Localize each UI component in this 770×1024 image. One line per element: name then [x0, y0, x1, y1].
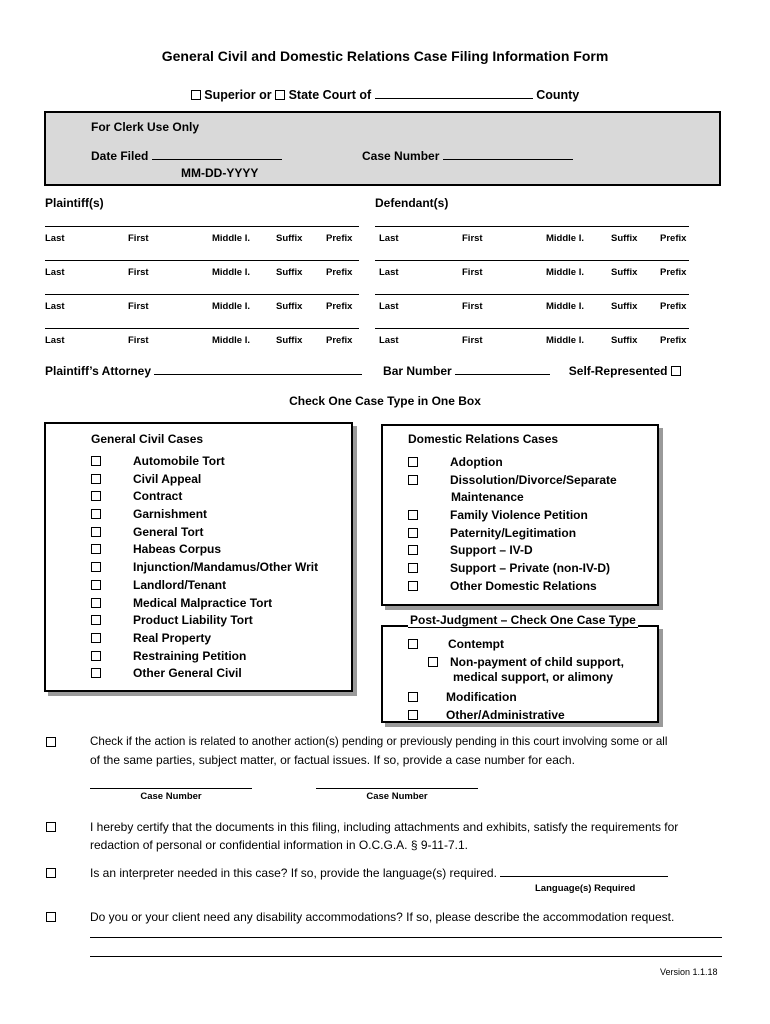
case-option-checkbox[interactable] [91, 562, 101, 572]
case-option-label: Family Violence Petition [450, 508, 588, 523]
post-judgment-box [381, 613, 659, 723]
middle-initial-label: Middle I. [546, 267, 584, 278]
prefix-label: Prefix [326, 335, 353, 346]
first-name-label: First [128, 301, 149, 312]
case-option-label: Landlord/Tenant [133, 577, 227, 592]
case-option-checkbox[interactable] [91, 580, 101, 590]
case-option-label: Contract [133, 489, 183, 504]
plaintiff-names [45, 226, 359, 362]
self-represented-label: Self-Represented [568, 364, 668, 378]
case-option-checkbox[interactable] [408, 510, 418, 520]
language-input[interactable] [500, 865, 668, 877]
first-name-label: First [128, 267, 149, 278]
last-name-label: Last [45, 233, 65, 244]
domestic-heading: Domestic Relations Cases [408, 432, 559, 446]
modification-label: Modification [446, 690, 517, 704]
case-option-label: Civil Appeal [133, 471, 202, 486]
first-name-label: First [462, 301, 483, 312]
case-type-instruction: Check One Case Type in One Box [289, 394, 481, 408]
case-option-checkbox[interactable] [408, 692, 418, 702]
disability-input-line-2[interactable] [90, 956, 722, 957]
case-option[interactable] [91, 487, 351, 505]
suffix-label: Suffix [611, 233, 638, 244]
related-case-number-1[interactable] [90, 788, 252, 802]
disability-input-line-1[interactable] [90, 937, 722, 938]
case-option-checkbox[interactable] [408, 528, 418, 538]
case-option-label: General Tort [133, 524, 204, 539]
plaintiff-name-row[interactable] [45, 260, 359, 294]
case-option-checkbox[interactable] [91, 456, 101, 466]
case-option[interactable] [408, 506, 658, 524]
last-name-label: Last [379, 335, 399, 346]
last-name-label: Last [45, 301, 65, 312]
plaintiff-name-row[interactable] [45, 226, 359, 260]
form-title: General Civil and Domestic Relations Case Filing Information Form [161, 48, 609, 64]
case-option[interactable] [91, 452, 351, 470]
suffix-label: Suffix [611, 335, 638, 346]
case-option-label: Other General Civil [133, 666, 242, 681]
prefix-label: Prefix [660, 233, 687, 244]
first-name-label: First [462, 335, 483, 346]
general-civil-list [91, 452, 351, 682]
case-option-label: Restraining Petition [133, 648, 247, 663]
interpreter-question [90, 864, 668, 882]
case-option[interactable] [408, 635, 504, 653]
case-option-label: Support – Private (non-IV-D) [450, 561, 611, 576]
prefix-label: Prefix [660, 301, 687, 312]
case-option[interactable] [91, 558, 351, 576]
case-option[interactable] [91, 594, 351, 612]
nonpayment-label-line2: medical support, or alimony [453, 670, 614, 684]
county-input[interactable] [375, 87, 533, 99]
date-format-hint: MM-DD-YYYY [181, 166, 259, 180]
clerk-use-box [44, 111, 721, 186]
prefix-label: Prefix [660, 335, 687, 346]
case-option-checkbox[interactable] [408, 581, 418, 591]
clerk-case-number-field [362, 148, 573, 163]
defendant-name-row[interactable] [375, 226, 689, 260]
general-civil-heading: General Civil Cases [91, 432, 204, 446]
case-option-checkbox[interactable] [91, 598, 101, 608]
prefix-label: Prefix [326, 233, 353, 244]
case-option-checkbox[interactable] [408, 545, 418, 555]
case-option[interactable] [408, 688, 517, 706]
bar-number-input[interactable] [455, 363, 550, 375]
case-option-checkbox[interactable] [91, 491, 101, 501]
last-name-label: Last [45, 267, 65, 278]
case-option-checkbox[interactable] [91, 615, 101, 625]
related-action-line1: Check if the action is related to another action(s) pending or previously pending in this court involving some or all [90, 735, 668, 748]
bar-number-label: Bar Number [383, 364, 452, 378]
certify-checkbox[interactable] [46, 822, 56, 832]
interpreter-checkbox[interactable] [46, 868, 56, 878]
case-option[interactable] [91, 576, 351, 594]
case-option[interactable] [408, 559, 658, 577]
clerk-case-number-input[interactable] [443, 148, 573, 160]
certify-line1: I hereby certify that the documents in this filing, including attachments and exhibits, satisfy the requirements for [90, 820, 679, 834]
post-judgment-heading: Post-Judgment – Check One Case Type [410, 613, 636, 627]
case-option-checkbox[interactable] [91, 474, 101, 484]
suffix-label: Suffix [276, 267, 303, 278]
case-option[interactable] [408, 524, 658, 542]
related-case-number-2[interactable] [316, 788, 478, 802]
case-option[interactable] [91, 647, 351, 665]
case-option-label: Product Liability Tort [133, 613, 253, 628]
defendant-name-row[interactable] [375, 260, 689, 294]
suffix-label: Suffix [276, 301, 303, 312]
case-option[interactable] [428, 653, 624, 671]
case-option-checkbox[interactable] [408, 475, 418, 485]
case-option[interactable] [91, 629, 351, 647]
general-civil-box [44, 422, 353, 692]
superior-court-checkbox[interactable] [191, 90, 201, 100]
case-option-continuation [408, 488, 658, 506]
date-filed-input[interactable] [152, 148, 282, 160]
plaintiff-name-row[interactable] [45, 294, 359, 328]
case-option-label: Support – IV-D [450, 543, 533, 558]
prefix-label: Prefix [660, 267, 687, 278]
case-option-label: Medical Malpractice Tort [133, 595, 273, 610]
defendant-names [375, 226, 689, 362]
first-name-label: First [128, 233, 149, 244]
case-number-label: Case Number [140, 791, 202, 802]
case-option[interactable] [408, 471, 658, 489]
other-administrative-label: Other/Administrative [446, 708, 565, 722]
case-option[interactable] [408, 453, 658, 471]
state-court-checkbox[interactable] [275, 90, 285, 100]
domestic-relations-box [381, 424, 659, 606]
case-option-label: Dissolution/Divorce/Separate [450, 472, 617, 487]
contempt-label: Contempt [448, 637, 504, 651]
first-name-label: First [462, 233, 483, 244]
certify-text [90, 818, 730, 854]
case-option-checkbox[interactable] [91, 633, 101, 643]
case-option-checkbox[interactable] [408, 457, 418, 467]
first-name-label: First [462, 267, 483, 278]
prefix-label: Prefix [326, 301, 353, 312]
case-option-checkbox[interactable] [408, 710, 418, 720]
clerk-case-number-label: Case Number [362, 149, 440, 163]
middle-initial-label: Middle I. [546, 335, 584, 346]
superior-court-label: Superior or [204, 88, 272, 102]
county-label: County [536, 88, 580, 102]
suffix-label: Suffix [611, 301, 638, 312]
suffix-label: Suffix [276, 233, 303, 244]
case-option-checkbox[interactable] [428, 657, 438, 667]
middle-initial-label: Middle I. [212, 233, 250, 244]
last-name-label: Last [379, 233, 399, 244]
case-option-checkbox[interactable] [408, 563, 418, 573]
plaintiff-name-row[interactable] [45, 328, 359, 362]
case-option-label: Injunction/Mandamus/Other Writ [133, 560, 319, 575]
certify-line2: redaction of personal or confidential information in O.C.G.A. § 9-11-7.1. [90, 838, 468, 852]
last-name-label: Last [379, 301, 399, 312]
defendant-name-row[interactable] [375, 328, 689, 362]
case-option-checkbox[interactable] [91, 527, 101, 537]
case-option-label: Habeas Corpus [133, 542, 222, 557]
case-option[interactable] [91, 523, 351, 541]
case-option-label: Other Domestic Relations [450, 578, 597, 593]
case-option-label: Paternity/Legitimation [450, 525, 577, 540]
case-option[interactable] [408, 706, 565, 724]
plaintiff-heading: Plaintiff(s) [45, 196, 104, 210]
interpreter-text: Is an interpreter needed in this case? If so, provide the language(s) required. [90, 866, 497, 880]
self-represented-checkbox[interactable] [671, 366, 681, 376]
language-required-label: Language(s) Required [535, 883, 636, 894]
case-option[interactable] [91, 664, 351, 682]
case-number-label: Case Number [366, 791, 428, 802]
disability-checkbox[interactable] [46, 912, 56, 922]
case-option[interactable] [408, 577, 658, 595]
defendant-heading: Defendant(s) [375, 196, 449, 210]
related-action-line2: of the same parties, subject matter, or factual issues. If so, provide a case number for each. [90, 753, 575, 767]
prefix-label: Prefix [326, 267, 353, 278]
state-court-label: State Court of [288, 88, 372, 102]
domestic-list [408, 453, 658, 595]
case-option-checkbox[interactable] [91, 651, 101, 661]
date-filed-label: Date Filed [91, 149, 149, 163]
suffix-label: Suffix [611, 267, 638, 278]
case-option[interactable] [408, 541, 658, 559]
related-action-checkbox[interactable] [46, 737, 56, 747]
related-action-text [90, 733, 730, 769]
case-option[interactable] [91, 505, 351, 523]
middle-initial-label: Middle I. [212, 267, 250, 278]
first-name-label: First [128, 335, 149, 346]
case-option-checkbox[interactable] [91, 544, 101, 554]
case-option-label: Real Property [133, 630, 212, 645]
last-name-label: Last [45, 335, 65, 346]
case-option[interactable] [91, 540, 351, 558]
nonpayment-label: Non-payment of child support, [450, 655, 624, 669]
case-option-label: Garnishment [133, 507, 208, 522]
case-option-label: Automobile Tort [133, 454, 225, 468]
version-label: Version 1.1.18 [660, 967, 718, 977]
case-option-label: Adoption [450, 455, 503, 469]
case-option-checkbox[interactable] [91, 509, 101, 519]
defendant-name-row[interactable] [375, 294, 689, 328]
disability-question: Do you or your client need any disability accommodations? If so, please describe the accommodation request. [90, 910, 675, 924]
middle-initial-label: Middle I. [546, 301, 584, 312]
plaintiff-attorney-label: Plaintiff’s Attorney [45, 364, 152, 378]
middle-initial-label: Middle I. [212, 301, 250, 312]
case-option-checkbox[interactable] [408, 639, 418, 649]
attorney-line [45, 363, 681, 378]
maintenance-label: Maintenance [451, 490, 524, 505]
case-option[interactable] [91, 611, 351, 629]
middle-initial-label: Middle I. [546, 233, 584, 244]
suffix-label: Suffix [276, 335, 303, 346]
case-option-checkbox[interactable] [91, 668, 101, 678]
court-selection-line [0, 87, 770, 102]
date-filed-field [91, 148, 282, 163]
plaintiff-attorney-input[interactable] [154, 363, 362, 375]
middle-initial-label: Middle I. [212, 335, 250, 346]
case-option[interactable] [91, 470, 351, 488]
last-name-label: Last [379, 267, 399, 278]
clerk-heading: For Clerk Use Only [91, 120, 200, 134]
